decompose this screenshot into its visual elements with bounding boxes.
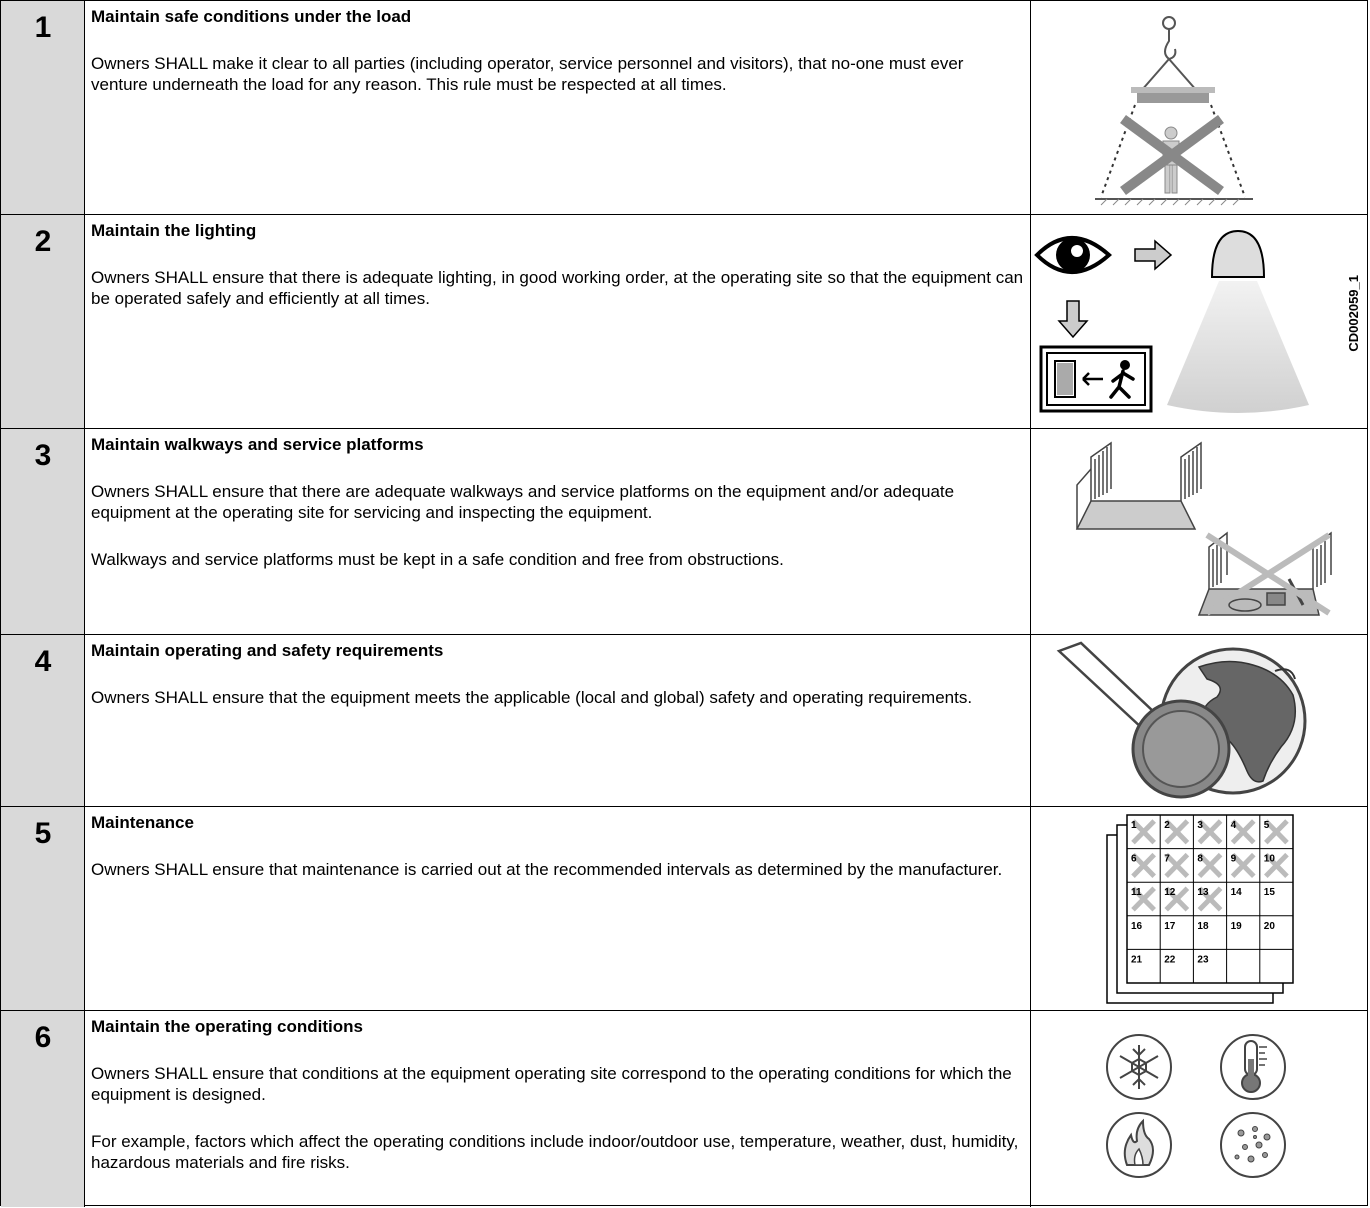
calendar-day: 2 — [1164, 820, 1170, 831]
requirements-illustration — [1031, 635, 1367, 806]
row-text-cell — [85, 1, 1031, 214]
row-text-cell — [85, 635, 1031, 806]
row-paragraph: Owners SHALL ensure that conditions at the equipment operating site correspond to the operating conditions for which the equipment is designed. — [91, 1064, 1012, 1104]
calendar-day: 8 — [1197, 853, 1203, 865]
calendar-day: 10 — [1263, 853, 1275, 865]
calendar-day: 6 — [1131, 853, 1137, 865]
row-number-cell — [1, 807, 85, 1010]
row-number: 5 — [34, 817, 52, 850]
calendar-day: 22 — [1164, 954, 1176, 966]
row-title: Maintain safe conditions under the load — [91, 7, 412, 26]
condition-icons — [1031, 1011, 1369, 1205]
calendar-day: 19 — [1230, 920, 1242, 932]
calendar-day: 14 — [1230, 887, 1242, 899]
calendar-day: 11 — [1131, 887, 1142, 899]
calendar-icon — [1031, 807, 1369, 1009]
lighting-illustration — [1031, 215, 1367, 428]
arrow-down-icon — [1059, 301, 1087, 337]
row-number: 2 — [34, 225, 52, 258]
clear-walkway-icon — [1077, 443, 1201, 529]
figure-code: CD002059_1 — [1346, 275, 1361, 352]
fire-icon — [1107, 1113, 1171, 1177]
row-number-cell — [1, 1011, 85, 1207]
row-number: 1 — [34, 11, 52, 44]
dust-icon — [1221, 1113, 1285, 1177]
table-row — [1, 429, 1367, 635]
row-text-cell — [85, 215, 1031, 428]
row-text-cell — [85, 807, 1031, 1010]
eye-icon — [1037, 238, 1109, 272]
row-paragraph: Owners SHALL ensure that there are adequate walkways and service platforms on the equipment and/or adequate equipment at the operating site for servicing and inspecting the equipment. — [91, 482, 955, 522]
calendar-day: 17 — [1164, 920, 1176, 932]
load-safety-illustration — [1031, 1, 1367, 214]
magnifier-globe-icon — [1031, 635, 1369, 805]
row-title: Maintain the operating conditions — [91, 1017, 363, 1036]
row-number: 6 — [34, 1021, 52, 1054]
calendar-day: 16 — [1131, 920, 1143, 932]
walkway-illustration — [1031, 429, 1367, 634]
calendar-day: 21 — [1131, 954, 1143, 966]
walkway-icons — [1031, 429, 1369, 633]
calendar-day: 3 — [1197, 820, 1203, 831]
calendar-day: 23 — [1197, 954, 1209, 966]
calendar-day: 20 — [1263, 920, 1275, 932]
calendar-day: 9 — [1230, 853, 1237, 865]
row-text-cell — [85, 429, 1031, 634]
row-paragraph: For example, factors which affect the operating conditions include indoor/outdoor use, temperature, weather, dust, humidity, hazardous materials and fire risks. — [91, 1132, 1019, 1172]
table-row — [1, 1011, 1367, 1207]
table-row — [1, 635, 1367, 807]
lamp-icon — [1212, 231, 1264, 277]
calendar-day: 13 — [1197, 887, 1209, 899]
suspended-load-icon — [1031, 1, 1369, 213]
calendar-day: 5 — [1263, 820, 1270, 831]
row-paragraph: Owners SHALL ensure that the equipment meets the applicable (local and global) safety and operating requirements. — [91, 688, 973, 707]
conditions-illustration — [1031, 1011, 1367, 1207]
calendar-day: 7 — [1164, 853, 1170, 865]
row-number: 4 — [34, 645, 52, 678]
row-title: Maintain operating and safety requirements — [91, 641, 444, 660]
row-paragraph: Owners SHALL ensure that maintenance is carried out at the recommended intervals as determined by the manufacturer. — [91, 860, 1003, 879]
row-number-cell — [1, 635, 85, 806]
row-number-cell — [1, 215, 85, 428]
row-text-cell — [85, 1011, 1031, 1207]
maintenance-illustration — [1031, 807, 1367, 1010]
calendar-day: 1 — [1131, 820, 1137, 831]
table-row — [1, 1, 1367, 215]
row-paragraph: Walkways and service platforms must be kept in a safe condition and free from obstructions. — [91, 550, 784, 569]
row-number: 3 — [34, 439, 52, 472]
row-paragraph: Owners SHALL make it clear to all parties (including operator, service personnel and visitors), that no-one must ever venture underneath the load for any reason. This rule must be respected at all times. — [91, 54, 964, 94]
row-title: Maintain the lighting — [91, 221, 257, 240]
calendar-day: 18 — [1197, 920, 1209, 932]
lighting-icons — [1031, 215, 1351, 427]
thermometer-icon — [1221, 1035, 1285, 1099]
row-number-cell — [1, 429, 85, 634]
arrow-right-icon — [1135, 241, 1171, 269]
row-paragraph: Owners SHALL ensure that there is adequate lighting, in good working order, at the operating site so that the equipment can be operated safely and efficiently at all times. — [91, 268, 1024, 308]
calendar-day: 12 — [1164, 887, 1176, 899]
row-title: Maintenance — [91, 813, 194, 832]
calendar-day: 15 — [1263, 887, 1275, 899]
table-row — [1, 215, 1367, 429]
table-row — [1, 807, 1367, 1011]
emergency-exit-sign-icon — [1041, 347, 1151, 411]
row-number-cell — [1, 1, 85, 214]
light-beam — [1167, 281, 1309, 413]
snowflake-icon — [1107, 1035, 1171, 1099]
row-title: Maintain walkways and service platforms — [91, 435, 424, 454]
calendar-day: 4 — [1230, 820, 1237, 831]
